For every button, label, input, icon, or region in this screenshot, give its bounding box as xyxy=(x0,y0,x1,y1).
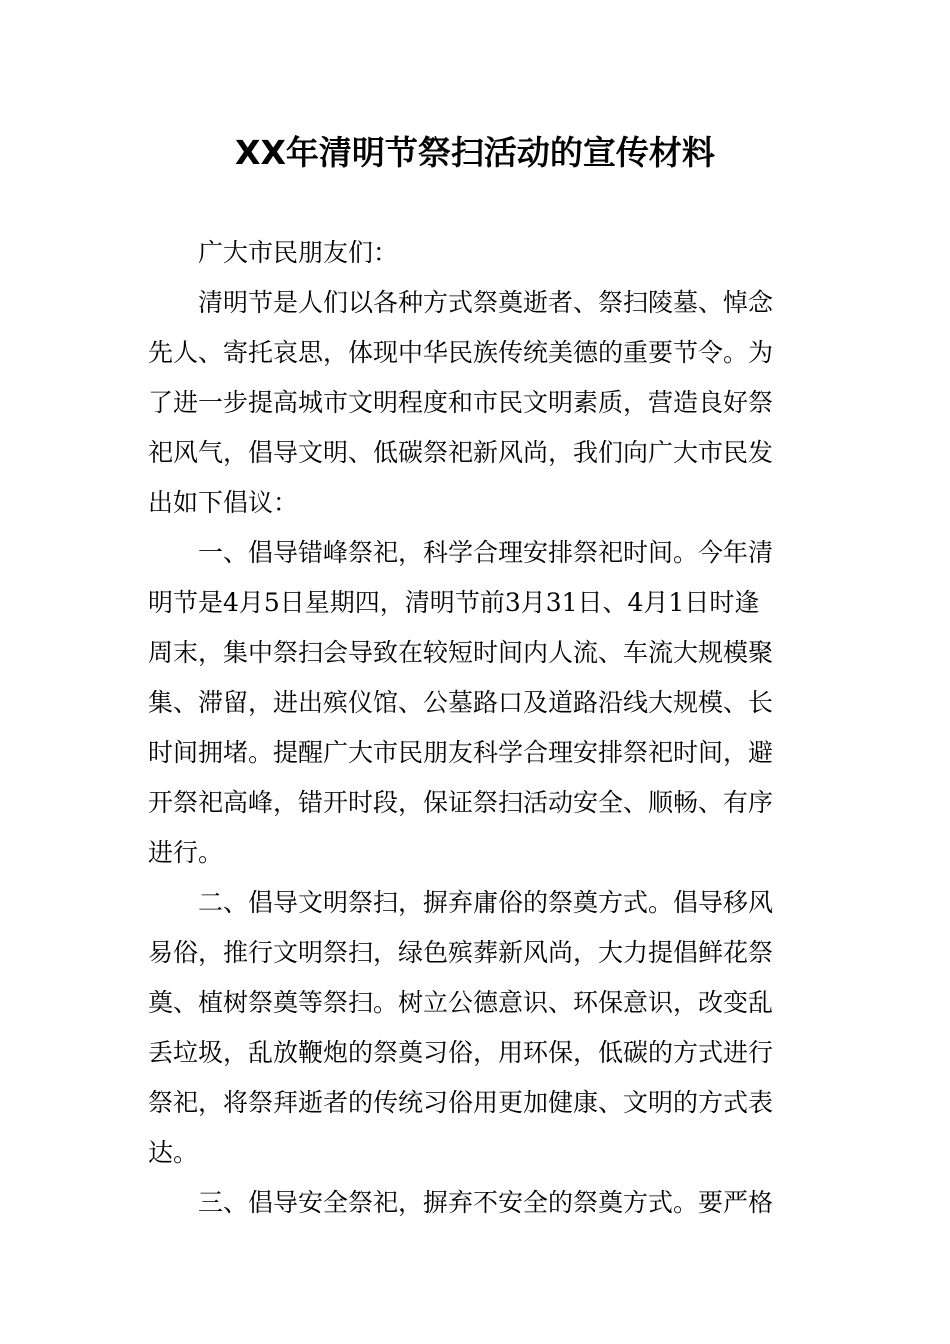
document-title: XX年清明节祭扫活动的宣传材料 xyxy=(235,133,715,172)
salutation xyxy=(148,228,808,278)
text-line: 明节是4月5日星期四，清明节前3月31日、4月1日时逢 xyxy=(148,588,760,617)
text-line: 祭祀，将祭拜逝者的传统习俗用更加健康、文明的方式表 xyxy=(148,1088,774,1117)
paragraph-intro xyxy=(148,278,808,528)
text-line: 清明节是人们以各种方式祭奠逝者、祭扫陵墓、悼念 xyxy=(198,288,774,317)
text-line: 丢垃圾，乱放鞭炮的祭奠习俗，用环保，低碳的方式进行 xyxy=(148,1038,774,1067)
text-line: 时间拥堵。提醒广大市民朋友科学合理安排祭祀时间，避 xyxy=(148,738,774,767)
text-line: 开祭祀高峰，错开时段，保证祭扫活动安全、顺畅、有序 xyxy=(148,788,774,817)
text-line: 一、倡导错峰祭祀，科学合理安排祭祀时间。今年清 xyxy=(198,538,774,567)
text-line: 先人、寄托哀思，体现中华民族传统美德的重要节令。为 xyxy=(148,338,774,367)
salutation-line: 广大市民朋友们： xyxy=(198,238,399,267)
paragraph-item-2 xyxy=(148,878,808,1178)
paragraph-item-3 xyxy=(148,1178,808,1228)
text-line: 奠、植树祭奠等祭扫。树立公德意识、环保意识，改变乱 xyxy=(148,988,774,1017)
text-line: 易俗，推行文明祭扫，绿色殡葬新风尚，大力提倡鲜花祭 xyxy=(148,938,774,967)
text-line: 周末，集中祭扫会导致在较短时间内人流、车流大规模聚 xyxy=(148,638,774,667)
text-line: 二、倡导文明祭扫，摒弃庸俗的祭奠方式。倡导移风 xyxy=(198,888,774,917)
paragraph-item-1 xyxy=(148,528,808,878)
text-line: 了进一步提高城市文明程度和市民文明素质，营造良好祭 xyxy=(148,388,774,417)
text-line: 集、滞留，进出殡仪馆、公墓路口及道路沿线大规模、长 xyxy=(148,688,774,717)
text-line: 达。 xyxy=(148,1138,199,1167)
text-line: 进行。 xyxy=(148,838,224,867)
text-line: 祀风气，倡导文明、低碳祭祀新风尚，我们向广大市民发 xyxy=(148,438,774,467)
text-line: 出如下倡议： xyxy=(148,488,299,517)
document-body xyxy=(148,228,808,1228)
text-line: 三、倡导安全祭祀，摒弃不安全的祭奠方式。要严格 xyxy=(198,1188,774,1217)
